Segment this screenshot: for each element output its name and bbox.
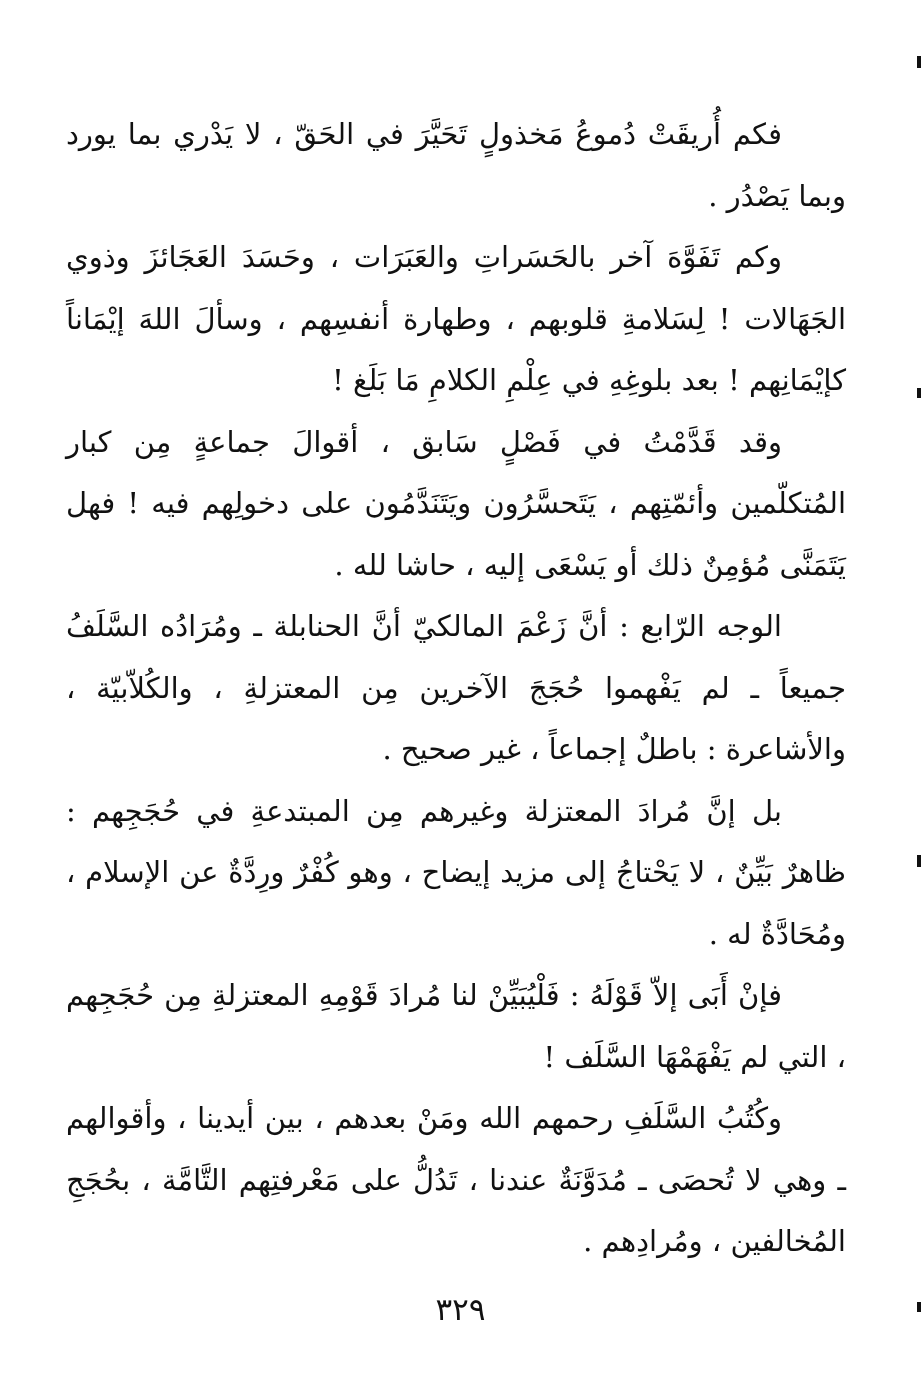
edge-mark	[917, 855, 921, 867]
page-number: ٣٢٩	[435, 1292, 486, 1328]
paragraph: الوجه الرّابع : أنَّ زَعْمَ المالكيّ أنَّ الحنابلة ـ ومُرَادُه السَّلَفُ جميعاً ـ لم يَفْهموا حُجَجَ الآخرين مِن المعتزلةِ ، والكُلاّبيّة ، والأشاعرة : باطلٌ إجماعاً ، غير صحيح .	[66, 609, 846, 766]
paragraph: وكُتُبُ السَّلَفِ رحمهم الله ومَنْ بعدهم ، بين أيدينا ، وأقوالهم ـ وهي لا تُحصَى ـ مُدَوَّنَةٌ عندنا ، تَدُلُّ على مَعْرفتِهم التَّامَّة ، بحُجَجِ المُخالفين ، ومُرادِهم .	[66, 1101, 846, 1258]
paragraph: فإنْ أَبَى إلاّ قَوْلَهُ : فَلْيُبَيِّنْ لنا مُرادَ قَوْمِهِ المعتزلةِ مِن حُجَجِهم ، التي لم يَفْهَمْهَا السَّلَف !	[66, 978, 846, 1074]
paragraph: وكم تَفَوَّهَ آخر بالحَسَراتِ والعَبَرَات ، وحَسَدَ العَجَائزَ وذوي الجَهَالات ! لِسَلامةِ قلوبهم ، وطهارة أنفسِهم ، وسألَ اللهَ إيْمَاناً كإيْمَانِهم ! بعد بلوغِهِ في عِلْمِ الكلامِ مَا بَلَغ !	[66, 240, 846, 397]
edge-mark	[917, 1302, 921, 1312]
paragraph: فكم أُريقَتْ دُموعُ مَخذولٍ تَحَيَّرَ في الحَقّ ، لا يَدْري بما يورد وبما يَصْدُر .	[66, 117, 846, 213]
paragraph: وقد قَدَّمْتُ في فَصْلٍ سَابق ، أقوالَ جماعةٍ مِن كبار المُتكلّمين وأئمّتِهم ، يَتَحسَّرُون ويَتَنَدَّمُون على دخولِهم فيه ! فهل يَتَمَنَّى مُؤمِنٌ ذلك أو يَسْعَى إليه ، حاشا لله .	[66, 424, 846, 582]
edge-mark	[917, 56, 921, 68]
paragraph: بل إنَّ مُرادَ المعتزلة وغيرهم مِن المبتدعةِ في حُجَجِهم : ظاهرٌ بَيِّنٌ ، لا يَحْتاجُ إلى مزيد إيضاح ، وهو كُفْرٌ ورِدَّةٌ عن الإسلام ، ومُحَادَّةٌ له .	[66, 793, 846, 951]
body-text	[66, 104, 846, 1273]
edge-mark	[917, 388, 921, 398]
